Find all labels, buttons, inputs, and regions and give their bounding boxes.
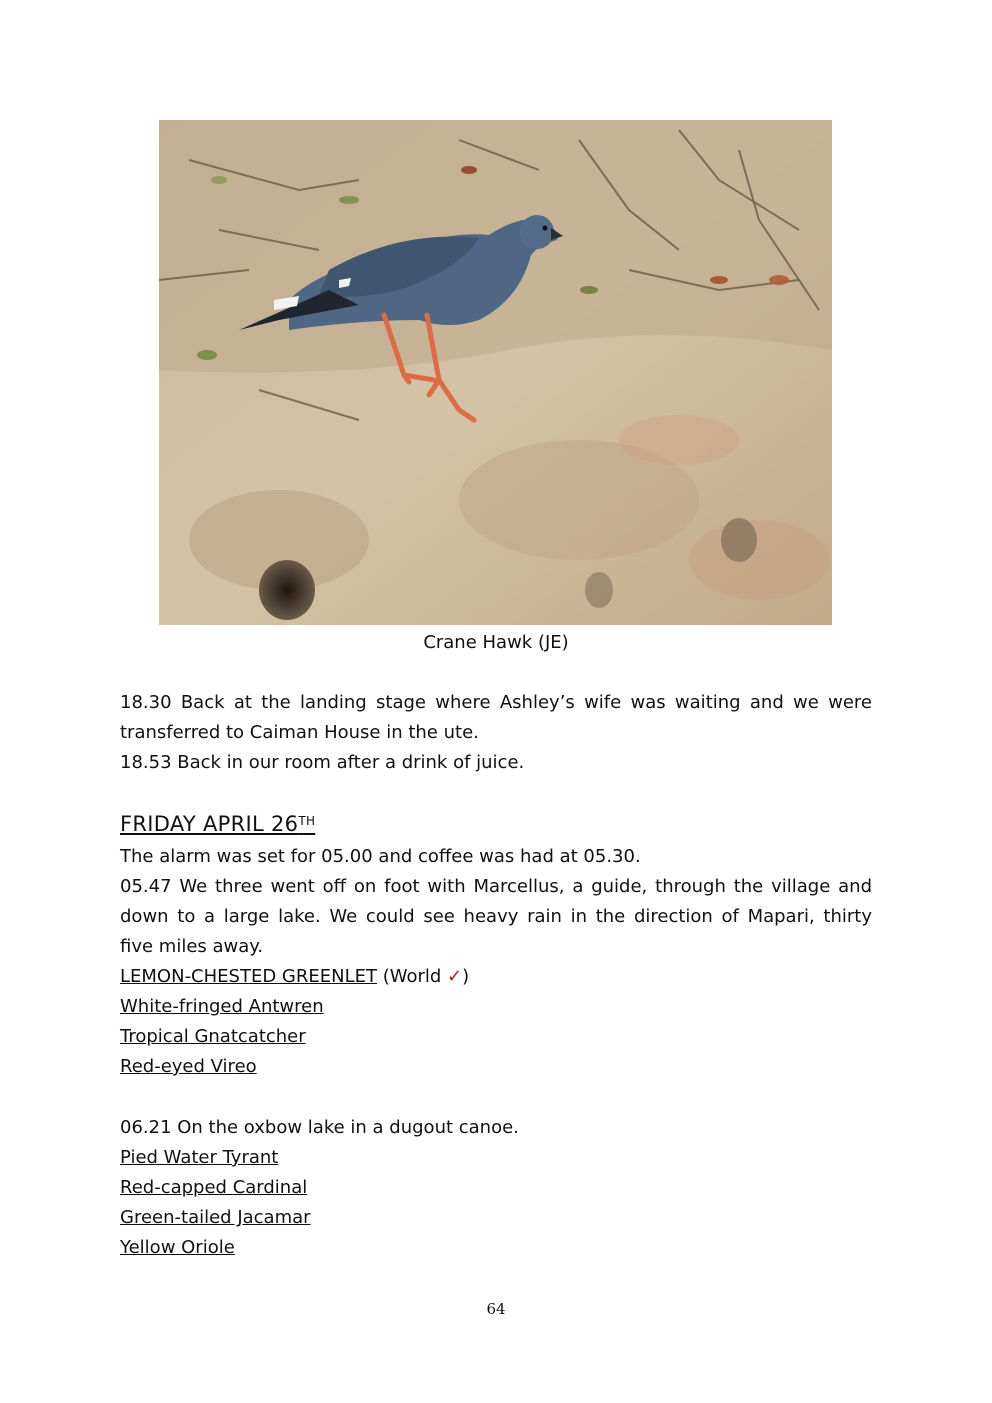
bird-name: Yellow Oriole — [120, 1237, 235, 1258]
paragraph-line: The alarm was set for 05.00 and coffee was had at 05.30. — [120, 846, 641, 867]
bird-name: Red-capped Cardinal — [120, 1177, 308, 1198]
crane-hawk-photo — [159, 120, 832, 625]
day-heading — [120, 808, 315, 840]
bird-list-item — [120, 1143, 872, 1173]
paragraph-line: 18.30 Back at the landing stage where Ashley’s wife was waiting and we were — [120, 692, 872, 713]
world-note-close: ) — [462, 966, 470, 987]
paragraph-line: transferred to Caiman House in the ute. — [120, 722, 479, 743]
bird-name: Tropical Gnatcatcher — [120, 1026, 306, 1047]
paragraph-line: 18.53 Back in our room after a drink of juice. — [120, 752, 525, 773]
page-number: 64 — [486, 1300, 506, 1318]
bird-list-item — [120, 1233, 872, 1263]
paragraph-morning — [120, 842, 872, 1082]
paragraph-line: five miles away. — [120, 936, 264, 957]
bird-list-item — [120, 992, 872, 1022]
bird-name: Red-eyed Vireo — [120, 1056, 257, 1077]
bird-name: Pied Water Tyrant — [120, 1147, 279, 1168]
bird-list-item — [120, 1173, 872, 1203]
bird-name: White-fringed Antwren — [120, 996, 324, 1017]
day-heading-suffix: TH — [298, 814, 316, 828]
bird-list-item — [120, 1022, 872, 1052]
paragraph-oxbow — [120, 1113, 872, 1263]
paragraph-arrival — [120, 688, 872, 778]
paragraph-line: down to a large lake. We could see heavy rain in the direction of Mapari, thirty — [120, 906, 872, 927]
check-icon: ✓ — [447, 966, 463, 987]
bird-name: Green-tailed Jacamar — [120, 1207, 311, 1228]
day-heading-text: FRIDAY APRIL 26 — [120, 812, 299, 836]
bird-name: LEMON-CHESTED GREENLET — [120, 966, 377, 987]
bird-list-item — [120, 1203, 872, 1233]
photo-caption: Crane Hawk (JE) — [423, 632, 569, 653]
paragraph-line: 06.21 On the oxbow lake in a dugout canoe. — [120, 1117, 519, 1138]
paragraph-line: 05.47 We three went off on foot with Marcellus, a guide, through the village and — [120, 876, 872, 897]
world-note-open: (World — [382, 966, 448, 987]
bird-list-item — [120, 1052, 872, 1082]
bird-list-item — [120, 962, 872, 992]
